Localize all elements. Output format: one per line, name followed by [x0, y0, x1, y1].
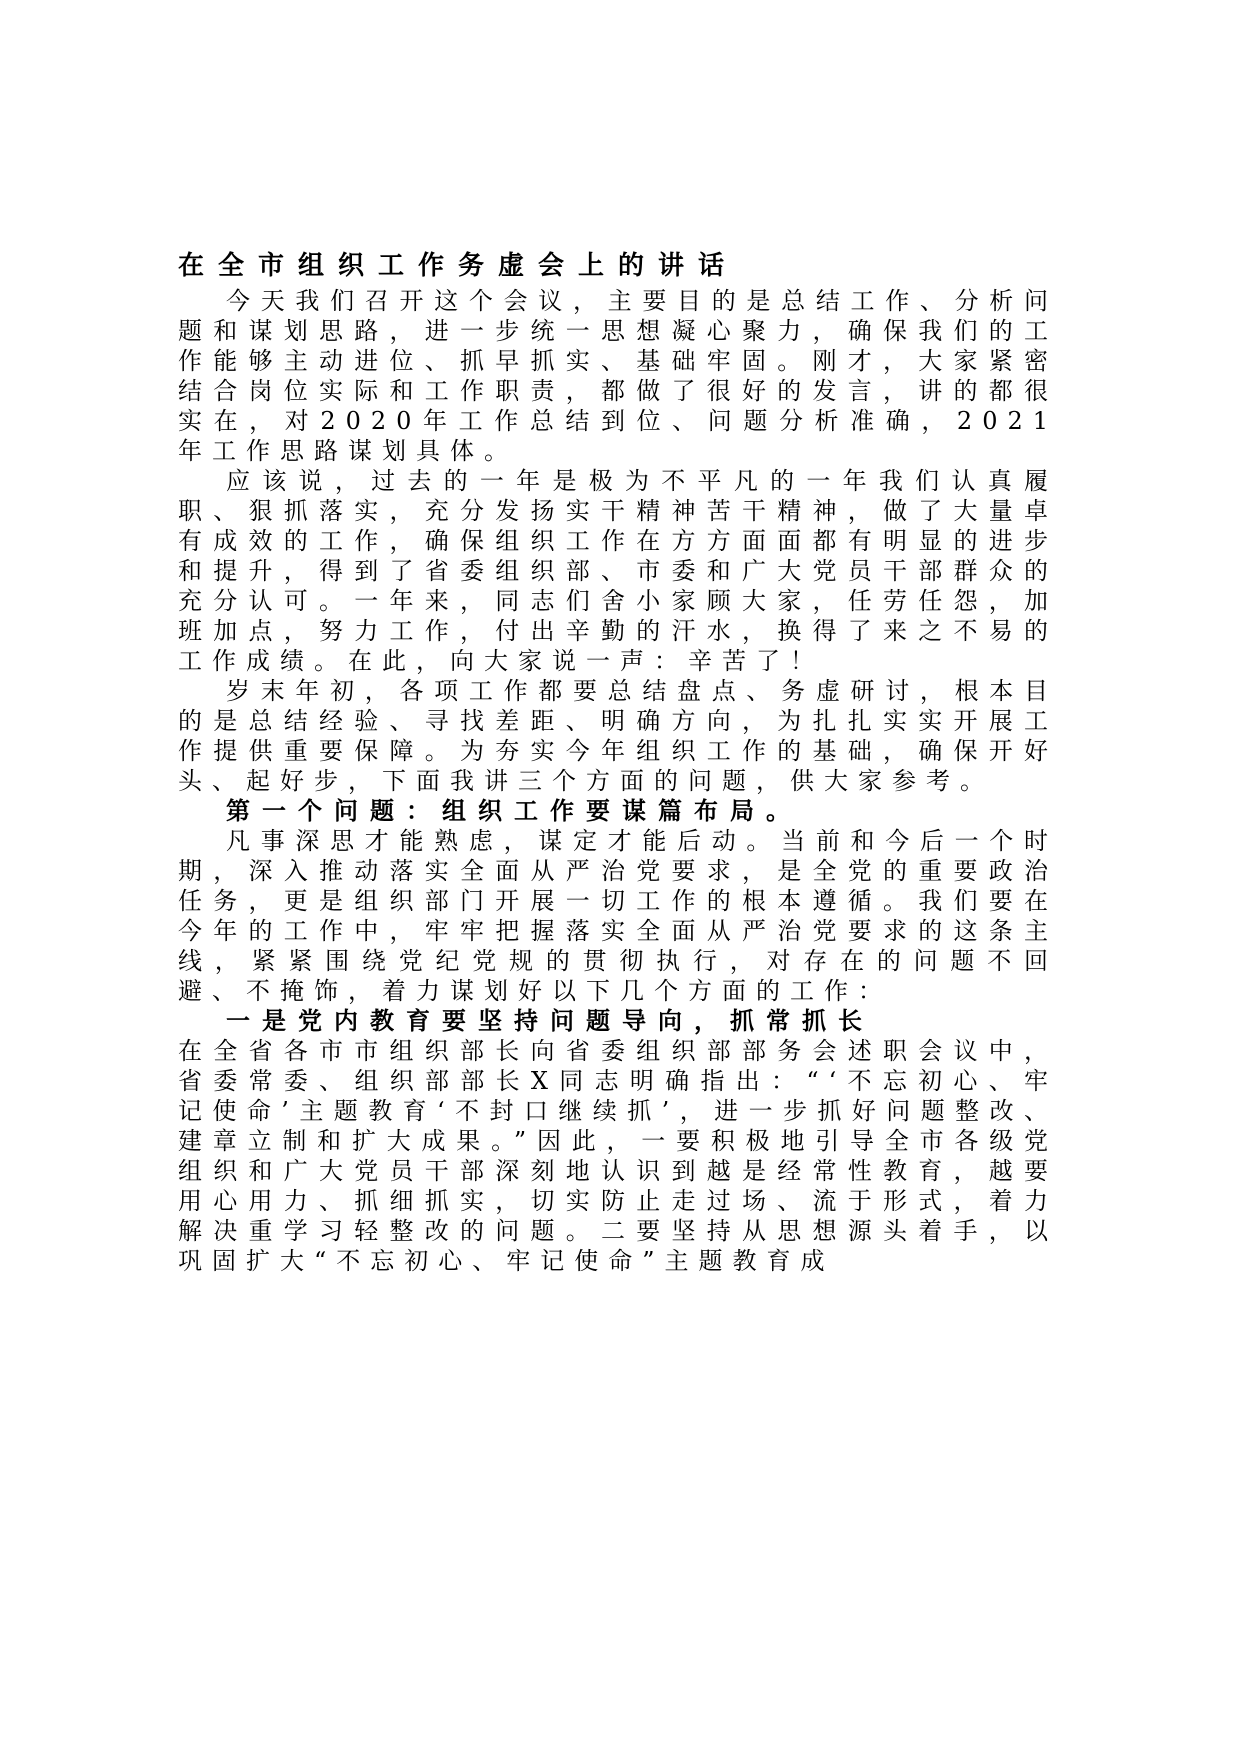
document-body	[178, 246, 1058, 1276]
subheading-party-education: 一是党内教育要坚持问题导向，抓常抓长	[226, 1006, 874, 1035]
section-heading-first-question: 第一个问题：组织工作要谋篇布局。	[226, 796, 802, 825]
document-title: 在全市组织工作务虚会上的讲话	[178, 251, 739, 281]
paragraph-party-education: 在全省各市市组织部长向省委组织部部务会述职会议中，省委常委、组织部部长X同志明确指出：“‘不忘初心、牢记使命’主题教育‘不封口继续抓’，进一步抓好问题整改、建章立制和扩大成果。”因此，一要积极地引导全市各级党组织和广大党员干部深刻地认识到越是经常性教育，越要用心用力、抓细抓实，切实防止走过场、流于形式，着力解决重学习轻整改的问题。二要坚持从思想源头着手，以巩固扩大“不忘初心、牢记使命”主题教育成	[178, 1037, 1058, 1275]
paragraph-opening: 今天我们召开这个会议，主要目的是总结工作、分析问题和谋划思路，进一步统一思想凝心聚力，确保我们的工作能够主动进位、抓早抓实、基础牢固。刚才，大家紧密结合岗位实际和工作职责，都做了很好的发言，讲的都很实在，对2020年工作总结到位、问题分析准确，2021年工作思路谋划具体。	[178, 287, 1058, 465]
paragraph-first-question: 凡事深思才能熟虑，谋定才能后动。当前和今后一个时期，深入推动落实全面从严治党要求，是全党的重要政治任务，更是组织部门开展一切工作的根本遵循。我们要在今年的工作中，牢牢把握落实全面从严治党要求的这条主线，紧紧围绕党纪党规的贯彻执行，对存在的问题不回避、不掩饰，着力谋划好以下几个方面的工作：	[178, 827, 1058, 1005]
paragraph-outline: 岁末年初，各项工作都要总结盘点、务虚研讨，根本目的是总结经验、寻找差距、明确方向，为扎扎实实开展工作提供重要保障。为夯实今年组织工作的基础，确保开好头、起好步，下面我讲三个方面的问题，供大家参考。	[178, 677, 1058, 795]
paragraph-review: 应该说，过去的一年是极为不平凡的一年我们认真履职、狠抓落实，充分发扬实干精神苦干精神，做了大量卓有成效的工作，确保组织工作在方方面面都有明显的进步和提升，得到了省委组织部、市委和广大党员干部群众的充分认可。一年来，同志们舍小家顾大家，任劳任怨，加班加点，努力工作，付出辛勤的汗水，换得了来之不易的工作成绩。在此，向大家说一声：辛苦了！	[178, 467, 1058, 675]
